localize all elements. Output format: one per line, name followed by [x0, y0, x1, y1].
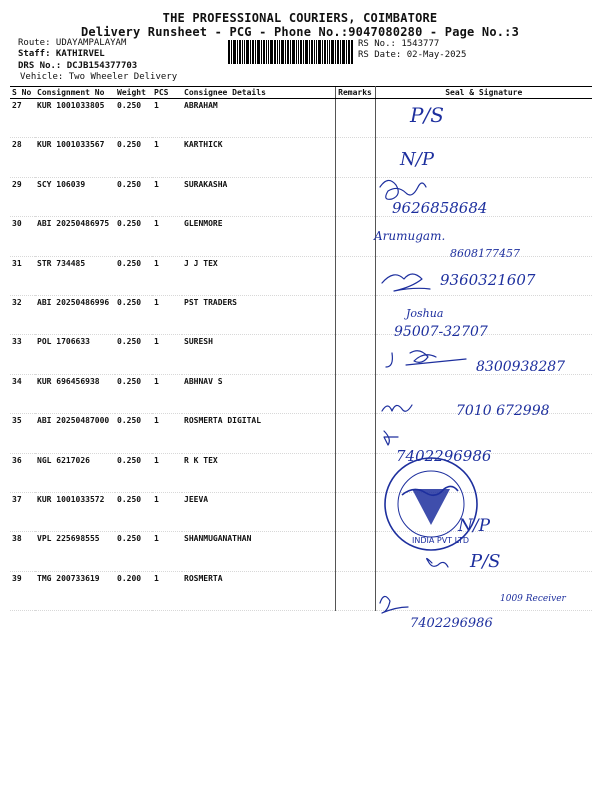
cell-consignment: VPL 225698555	[35, 532, 115, 571]
handwritten-note-39: 1009 Receiver	[500, 594, 566, 604]
cell-weight: 0.250	[115, 532, 152, 571]
col-header-pcs: PCS	[152, 87, 182, 99]
cell-weight: 0.250	[115, 492, 152, 531]
cell-sno: 27	[10, 99, 35, 138]
handwritten-phone-34: 7010 672998	[456, 403, 550, 419]
cell-weight: 0.250	[115, 217, 152, 256]
cell-consignee: SURESH	[182, 335, 335, 374]
cell-sno: 32	[10, 295, 35, 334]
handwritten-phone-39: 7402296986	[410, 616, 493, 631]
cell-consignee: SURAKASHA	[182, 177, 335, 216]
cell-weight: 0.250	[115, 177, 152, 216]
cell-weight: 0.250	[115, 414, 152, 453]
cell-remarks	[335, 99, 375, 138]
cell-consignee: ABRAHAM	[182, 99, 335, 138]
cell-pcs: 1	[152, 99, 182, 138]
cell-consignee: ABHNAV S	[182, 374, 335, 413]
cell-pcs: 1	[152, 532, 182, 571]
staff-label	[18, 49, 105, 60]
cell-remarks	[335, 532, 375, 571]
stamp-text: INDIA PVT LTD	[412, 536, 470, 545]
cell-consignee: KARTHICK	[182, 138, 335, 177]
cell-weight: 0.250	[115, 295, 152, 334]
cell-remarks	[335, 295, 375, 334]
handwriting-overlay	[370, 95, 598, 655]
company-title: THE PROFESSIONAL COURIERS, COIMBATORE	[162, 11, 438, 25]
cell-sno: 37	[10, 492, 35, 531]
handwritten-name-30: Arumugam.	[374, 229, 446, 243]
cell-consignee: GLENMORE	[182, 217, 335, 256]
cell-consignee: PST TRADERS	[182, 295, 335, 334]
cell-remarks	[335, 138, 375, 177]
cell-pcs: 1	[152, 256, 182, 295]
cell-sno: 35	[10, 414, 35, 453]
handwritten-phone-29: 9626858684	[392, 199, 488, 217]
company-stamp	[382, 455, 480, 553]
handwritten-phone-33: 8300938287	[476, 359, 566, 375]
col-header-remarks: Remarks	[335, 87, 375, 99]
handwritten-np-28: N/P	[400, 149, 434, 170]
cell-consignment: ABI 20250487000	[35, 414, 115, 453]
cell-consignment: STR 734485	[35, 256, 115, 295]
cell-consignment: TMG 200733619	[35, 571, 115, 610]
cell-consignment: ABI 20250486975	[35, 217, 115, 256]
handwritten-phone-31: 9360321607	[440, 271, 536, 289]
col-header-seal-signature: Seal & Signature	[375, 87, 592, 99]
handwritten-phone-32: 95007-32707	[394, 324, 488, 340]
vehicle-label: Vehicle: Two Wheeler Delivery	[20, 72, 178, 82]
cell-sno: 39	[10, 571, 35, 610]
cell-consignee: ROSMERTA DIGITAL	[182, 414, 335, 453]
cell-pcs: 1	[152, 295, 182, 334]
cell-consignment: ABI 20250486996	[35, 295, 115, 334]
handwritten-phone-30: 8608177457	[450, 247, 520, 260]
cell-remarks	[335, 453, 375, 492]
handwritten-phone-35: 7402296986	[396, 447, 492, 465]
rs-date: RS Date: 02-May-2025	[358, 50, 467, 60]
cell-pcs: 1	[152, 374, 182, 413]
signature-scribble-39	[380, 596, 408, 613]
col-header-consignment: Consignment No	[35, 87, 115, 99]
cell-weight: 0.250	[115, 374, 152, 413]
signature-scribble-35	[384, 431, 398, 445]
cell-remarks	[335, 177, 375, 216]
cell-sno: 38	[10, 532, 35, 571]
runsheet-subtitle: Delivery Runsheet - PCG - Phone No.:9047080280 - Page No.:3	[80, 25, 520, 39]
handwritten-np-37: N/P	[458, 516, 491, 536]
drs-text: DRS No.: DCJB154377703	[18, 61, 138, 71]
cell-sno: 33	[10, 335, 35, 374]
cell-consignment: KUR 696456938	[35, 374, 115, 413]
barcode-image	[228, 40, 353, 64]
cell-remarks	[335, 256, 375, 295]
cell-consignee: J J TEX	[182, 256, 335, 295]
cell-pcs: 1	[152, 414, 182, 453]
drs-label	[18, 61, 137, 72]
cell-pcs: 1	[152, 571, 182, 610]
handwritten-name-32: Joshua	[406, 307, 444, 320]
handwritten-ps-38: P/S	[470, 551, 501, 572]
cell-weight: 0.250	[115, 453, 152, 492]
cell-sno: 31	[10, 256, 35, 295]
staff-text: Staff: KATHIRVEL	[18, 49, 105, 59]
cell-remarks	[335, 571, 375, 610]
signature-scribble-31	[382, 274, 430, 291]
cell-sno: 36	[10, 453, 35, 492]
cell-weight: 0.250	[115, 335, 152, 374]
cell-consignee: ROSMERTA	[182, 571, 335, 610]
cell-consignee: JEEVA	[182, 492, 335, 531]
signature-scribble-34	[382, 405, 412, 411]
cell-consignment: POL 1706633	[35, 335, 115, 374]
cell-consignment: KUR 1001033805	[35, 99, 115, 138]
col-header-weight: Weight	[115, 87, 152, 99]
cell-remarks	[335, 374, 375, 413]
col-header-consignee: Consignee Details	[182, 87, 335, 99]
cell-weight: 0.200	[115, 571, 152, 610]
cell-consignment: NGL 6217026	[35, 453, 115, 492]
cell-consignee: R K TEX	[182, 453, 335, 492]
cell-sno: 34	[10, 374, 35, 413]
cell-remarks	[335, 335, 375, 374]
signature-scribble-29	[380, 180, 426, 199]
cell-consignment: KUR 1001033567	[35, 138, 115, 177]
cell-remarks	[335, 217, 375, 256]
cell-pcs: 1	[152, 335, 182, 374]
cell-weight: 0.250	[115, 99, 152, 138]
cell-sno: 30	[10, 217, 35, 256]
rs-number: RS No.: 1543777	[358, 39, 440, 49]
handwritten-ps-27: P/S	[410, 103, 444, 127]
cell-weight: 0.250	[115, 256, 152, 295]
cell-remarks	[335, 414, 375, 453]
cell-consignee: SHANMUGANATHAN	[182, 532, 335, 571]
cell-pcs: 1	[152, 138, 182, 177]
cell-remarks	[335, 492, 375, 531]
cell-pcs: 1	[152, 217, 182, 256]
cell-pcs: 1	[152, 177, 182, 216]
col-header-sno: S No	[10, 87, 35, 99]
cell-weight: 0.250	[115, 138, 152, 177]
signature-scribble-38	[427, 558, 448, 567]
cell-sno: 28	[10, 138, 35, 177]
cell-pcs: 1	[152, 492, 182, 531]
cell-pcs: 1	[152, 453, 182, 492]
route-label: Route: UDAYAMPALAYAM	[18, 38, 127, 48]
cell-sno: 29	[10, 177, 35, 216]
cell-consignment: KUR 1001033572	[35, 492, 115, 531]
cell-consignment: SCY 106039	[35, 177, 115, 216]
